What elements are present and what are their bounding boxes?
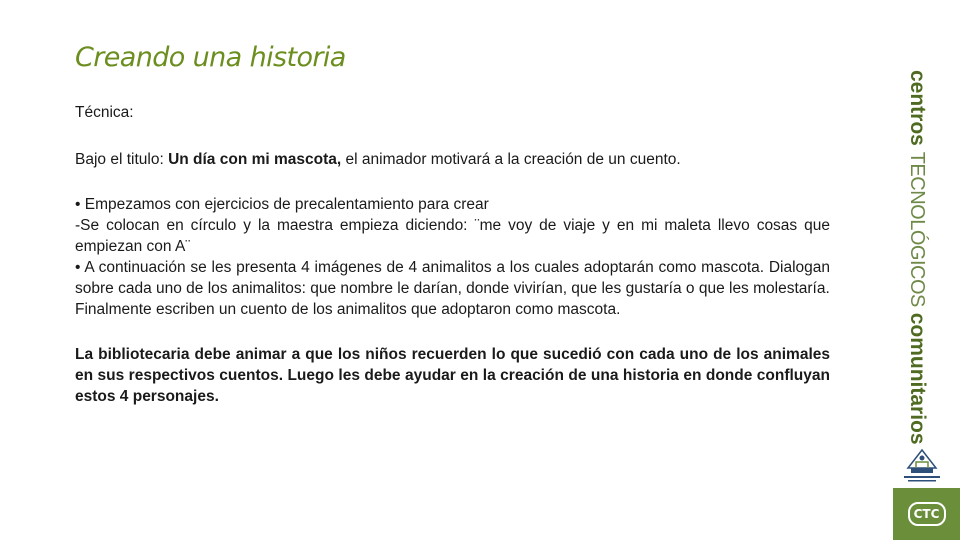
body-line-4: Finalmente escriben un cuento de los animalitos que adoptaron como mascota. xyxy=(75,301,621,318)
slide-content xyxy=(75,102,830,407)
intro-prefix: Bajo el titulo: xyxy=(75,151,169,168)
body-line-2: -Se colocan en círculo y la maestra empieza diciendo: ¨me voy de viaje y en mi maleta llevo cosas que empiezan con A¨ xyxy=(75,217,830,255)
intro-paragraph xyxy=(75,149,830,170)
brand-word-tecnologicos: TECNOLÓGICOS xyxy=(906,151,928,307)
body-line-1: • Empezamos con ejercicios de precalentamiento para crear xyxy=(75,196,489,213)
body-line-3: • A continuación se les presenta 4 imágenes de 4 animalitos a los cuales adoptarán como mascota. Dialogan sobre cada uno de los animalitos: que nombre le darían, donde vivirían, que les gustaría o que les molestaría. xyxy=(75,259,830,297)
slide-title: Creando una historia xyxy=(75,42,346,73)
brand-word-centros: centros xyxy=(906,70,929,146)
closing-paragraph: La bibliotecaria debe animar a que los niños recuerden lo que sucedió con cada uno de los animales en sus respectivos cuentos. Luego les debe ayudar en la creación de una historia en donde confluyan estos 4 personajes. xyxy=(75,346,830,405)
intro-bold-title: Un día con mi mascota, xyxy=(168,151,342,168)
tecnica-label: Técnica: xyxy=(75,104,134,121)
brand-vertical-text xyxy=(898,70,936,445)
ctc-logo-badge: CTC xyxy=(908,502,946,526)
intro-suffix: el animador motivará a la creación de un cuento. xyxy=(341,151,681,168)
government-seal-icon xyxy=(900,442,944,484)
ctc-logo-box xyxy=(893,488,960,540)
brand-word-comunitarios: comunitarios xyxy=(906,312,929,445)
